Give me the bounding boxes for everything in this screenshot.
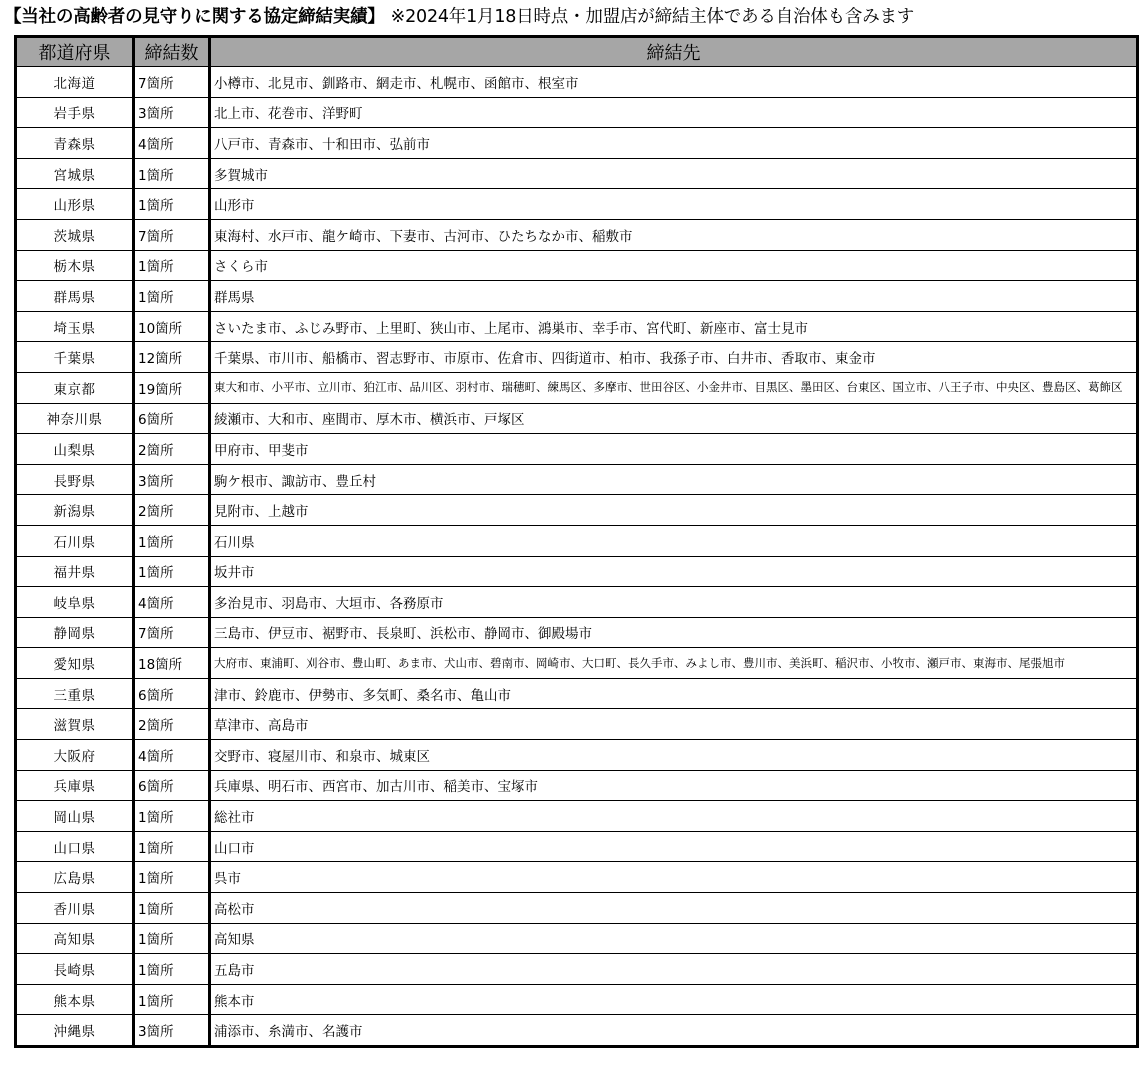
- cell-partners: 小樽市、北見市、釧路市、網走市、札幌市、函館市、根室市: [210, 67, 1138, 98]
- cell-count: 1箇所: [134, 525, 210, 556]
- cell-count: 7箇所: [134, 219, 210, 250]
- cell-prefecture: 栃木県: [16, 250, 134, 281]
- cell-count: 4箇所: [134, 740, 210, 771]
- cell-partners: 兵庫県、明石市、西宮市、加古川市、稲美市、宝塚市: [210, 770, 1138, 801]
- cell-partners: 群馬県: [210, 281, 1138, 312]
- cell-count: 1箇所: [134, 189, 210, 220]
- table-row: [16, 495, 1138, 526]
- cell-prefecture: 岩手県: [16, 97, 134, 128]
- cell-count: 3箇所: [134, 97, 210, 128]
- cell-count: 1箇所: [134, 281, 210, 312]
- cell-count: 1箇所: [134, 556, 210, 587]
- table-row: [16, 556, 1138, 587]
- cell-partners: 交野市、寝屋川市、和泉市、城東区: [210, 740, 1138, 771]
- table-row: [16, 617, 1138, 648]
- cell-prefecture: 北海道: [16, 67, 134, 98]
- cell-prefecture: 東京都: [16, 372, 134, 403]
- cell-partners: 三島市、伊豆市、裾野市、長泉町、浜松市、静岡市、御殿場市: [210, 617, 1138, 648]
- cell-prefecture: 長崎県: [16, 954, 134, 985]
- cell-partners: 多賀城市: [210, 158, 1138, 189]
- title-line: [4, 3, 914, 31]
- agreements-table: [14, 35, 1139, 1048]
- table-row: [16, 158, 1138, 189]
- cell-prefecture: 山梨県: [16, 434, 134, 465]
- table-title: 【当社の高齢者の見守りに関する協定締結実績】: [4, 7, 385, 27]
- cell-partners: 総社市: [210, 801, 1138, 832]
- header-row: [16, 37, 1138, 67]
- cell-prefecture: 茨城県: [16, 219, 134, 250]
- cell-partners: 綾瀬市、大和市、座間市、厚木市、横浜市、戸塚区: [210, 403, 1138, 434]
- cell-count: 2箇所: [134, 495, 210, 526]
- table-row: [16, 281, 1138, 312]
- table-row: [16, 923, 1138, 954]
- cell-count: 6箇所: [134, 678, 210, 709]
- table-row: [16, 434, 1138, 465]
- cell-count: 4箇所: [134, 587, 210, 618]
- table-row: [16, 801, 1138, 832]
- table-row: [16, 189, 1138, 220]
- table-row: [16, 525, 1138, 556]
- table-row: [16, 954, 1138, 985]
- cell-prefecture: 沖縄県: [16, 1015, 134, 1047]
- table-row: [16, 648, 1138, 679]
- cell-count: 6箇所: [134, 403, 210, 434]
- cell-count: 1箇所: [134, 158, 210, 189]
- cell-prefecture: 千葉県: [16, 342, 134, 373]
- header-prefecture: 都道府県: [16, 37, 134, 67]
- table-note: ※2024年1月18日時点・加盟店が締結主体である自治体も含みます: [390, 7, 915, 27]
- cell-partners: 浦添市、糸満市、名護市: [210, 1015, 1138, 1047]
- cell-prefecture: 山口県: [16, 831, 134, 862]
- cell-count: 18箇所: [134, 648, 210, 679]
- cell-prefecture: 神奈川県: [16, 403, 134, 434]
- cell-prefecture: 福井県: [16, 556, 134, 587]
- cell-partners: 多治見市、羽島市、大垣市、各務原市: [210, 587, 1138, 618]
- cell-prefecture: 熊本県: [16, 984, 134, 1015]
- cell-partners: 石川県: [210, 525, 1138, 556]
- cell-prefecture: 新潟県: [16, 495, 134, 526]
- table-row: [16, 893, 1138, 924]
- cell-count: 1箇所: [134, 923, 210, 954]
- cell-partners: 高知県: [210, 923, 1138, 954]
- cell-partners: 八戸市、青森市、十和田市、弘前市: [210, 128, 1138, 159]
- cell-prefecture: 三重県: [16, 678, 134, 709]
- cell-count: 1箇所: [134, 801, 210, 832]
- cell-partners: 山形市: [210, 189, 1138, 220]
- cell-partners: 東大和市、小平市、立川市、狛江市、品川区、羽村市、瑞穂町、練馬区、多摩市、世田谷区、小金井市、目黒区、墨田区、台東区、国立市、八王子市、中央区、豊島区、葛飾区: [210, 372, 1138, 403]
- cell-partners: 山口市: [210, 831, 1138, 862]
- cell-prefecture: 青森県: [16, 128, 134, 159]
- cell-partners: 坂井市: [210, 556, 1138, 587]
- header-partners: 締結先: [210, 37, 1138, 67]
- table-row: [16, 587, 1138, 618]
- table-row: [16, 862, 1138, 893]
- table-row: [16, 709, 1138, 740]
- table-row: [16, 403, 1138, 434]
- table-row: [16, 678, 1138, 709]
- table-row: [16, 770, 1138, 801]
- cell-count: 1箇所: [134, 893, 210, 924]
- table-body: [16, 67, 1138, 1047]
- cell-count: 6箇所: [134, 770, 210, 801]
- cell-count: 4箇所: [134, 128, 210, 159]
- cell-partners: 高松市: [210, 893, 1138, 924]
- cell-prefecture: 埼玉県: [16, 311, 134, 342]
- table-row: [16, 250, 1138, 281]
- table-row: [16, 219, 1138, 250]
- cell-partners: 見附市、上越市: [210, 495, 1138, 526]
- cell-prefecture: 宮城県: [16, 158, 134, 189]
- cell-prefecture: 広島県: [16, 862, 134, 893]
- cell-prefecture: 滋賀県: [16, 709, 134, 740]
- cell-count: 7箇所: [134, 617, 210, 648]
- cell-count: 10箇所: [134, 311, 210, 342]
- cell-partners: 五島市: [210, 954, 1138, 985]
- cell-partners: 千葉県、市川市、船橋市、習志野市、市原市、佐倉市、四街道市、柏市、我孫子市、白井市、香取市、東金市: [210, 342, 1138, 373]
- table-row: [16, 128, 1138, 159]
- cell-partners: さいたま市、ふじみ野市、上里町、狭山市、上尾市、鴻巣市、幸手市、宮代町、新座市、富士見市: [210, 311, 1138, 342]
- cell-partners: さくら市: [210, 250, 1138, 281]
- table-row: [16, 311, 1138, 342]
- cell-partners: 呉市: [210, 862, 1138, 893]
- cell-count: 2箇所: [134, 709, 210, 740]
- table-row: [16, 67, 1138, 98]
- cell-count: 3箇所: [134, 464, 210, 495]
- table-row: [16, 372, 1138, 403]
- cell-count: 1箇所: [134, 862, 210, 893]
- cell-partners: 北上市、花巻市、洋野町: [210, 97, 1138, 128]
- table-row: [16, 464, 1138, 495]
- cell-prefecture: 大阪府: [16, 740, 134, 771]
- cell-partners: 東海村、水戸市、龍ケ崎市、下妻市、古河市、ひたちなか市、稲敷市: [210, 219, 1138, 250]
- cell-count: 2箇所: [134, 434, 210, 465]
- cell-prefecture: 長野県: [16, 464, 134, 495]
- cell-partners: 熊本市: [210, 984, 1138, 1015]
- cell-partners: 津市、鈴鹿市、伊勢市、多気町、桑名市、亀山市: [210, 678, 1138, 709]
- cell-count: 3箇所: [134, 1015, 210, 1047]
- cell-prefecture: 岡山県: [16, 801, 134, 832]
- table-row: [16, 97, 1138, 128]
- cell-prefecture: 山形県: [16, 189, 134, 220]
- cell-count: 1箇所: [134, 954, 210, 985]
- cell-partners: 大府市、東浦町、刈谷市、豊山町、あま市、犬山市、碧南市、岡崎市、大口町、長久手市、みよし市、豊川市、美浜町、稲沢市、小牧市、瀬戸市、東海市、尾張旭市: [210, 648, 1138, 679]
- cell-partners: 甲府市、甲斐市: [210, 434, 1138, 465]
- table-row: [16, 1015, 1138, 1047]
- cell-prefecture: 高知県: [16, 923, 134, 954]
- cell-count: 1箇所: [134, 250, 210, 281]
- cell-count: 19箇所: [134, 372, 210, 403]
- cell-count: 7箇所: [134, 67, 210, 98]
- table-row: [16, 984, 1138, 1015]
- cell-partners: 草津市、高島市: [210, 709, 1138, 740]
- cell-prefecture: 兵庫県: [16, 770, 134, 801]
- cell-count: 1箇所: [134, 984, 210, 1015]
- table-row: [16, 342, 1138, 373]
- cell-partners: 駒ケ根市、諏訪市、豊丘村: [210, 464, 1138, 495]
- table-row: [16, 740, 1138, 771]
- cell-prefecture: 愛知県: [16, 648, 134, 679]
- header-count: 締結数: [134, 37, 210, 67]
- cell-prefecture: 香川県: [16, 893, 134, 924]
- cell-prefecture: 静岡県: [16, 617, 134, 648]
- cell-prefecture: 岐阜県: [16, 587, 134, 618]
- table-row: [16, 831, 1138, 862]
- cell-prefecture: 石川県: [16, 525, 134, 556]
- cell-count: 12箇所: [134, 342, 210, 373]
- cell-count: 1箇所: [134, 831, 210, 862]
- cell-prefecture: 群馬県: [16, 281, 134, 312]
